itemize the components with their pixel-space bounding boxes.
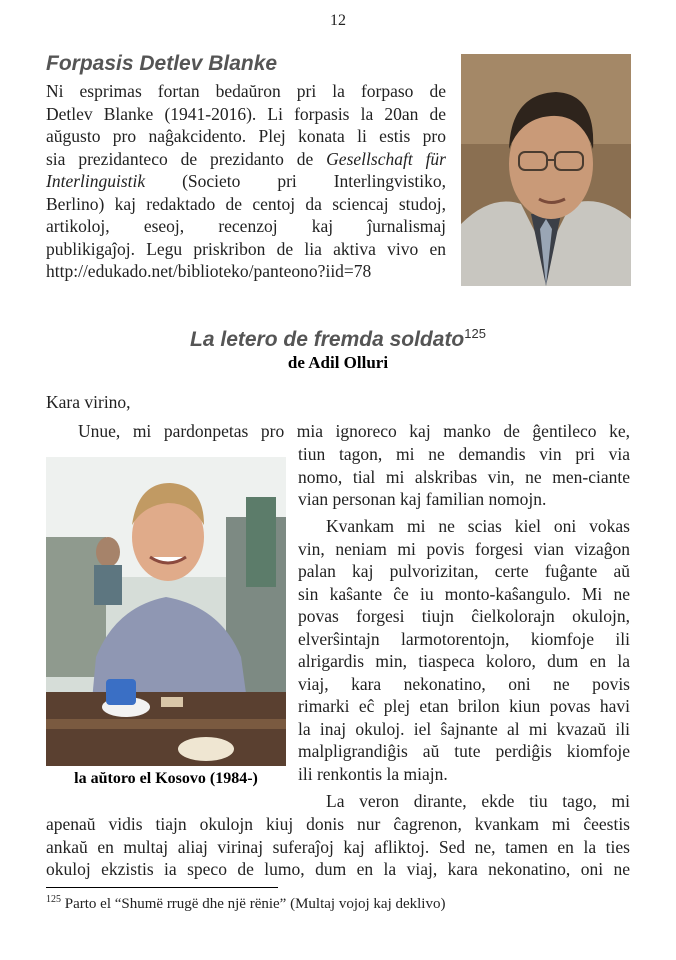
text-line: vian personan kaj familian nomojn. <box>298 489 547 509</box>
footnote-ref: 125 <box>464 326 486 341</box>
article-byline: de Adil Olluri <box>287 353 389 372</box>
greeting: Kara virino, <box>46 392 131 412</box>
page-number: 12 <box>330 12 346 29</box>
text-line: Kvankam mi ne scias kiel oni vokas <box>326 516 630 536</box>
text-line: palan kaj pulvorizitan, certe fuĝante aŭ <box>298 561 630 581</box>
text-line: Ni esprimas fortan bedaŭron pri la forpaso de <box>46 81 446 101</box>
text-line: ankaŭ en multaj aliaj virinaj suferaĵoj kaj afliktoj. Sed ne, tamen en la ties <box>46 836 630 857</box>
text-line: la inaj okuloj. iel ŝajnante al mi kvazaŭ ili <box>298 718 630 739</box>
text-line: artikoloj, eseoj, recenzoj kaj ĵurnalismaj <box>46 216 446 236</box>
paragraph-1-wrapped <box>298 443 630 511</box>
article-title: La letero de fremda soldato$^{125}$ <box>190 326 486 351</box>
text-line: alrigardis min, tiaspeca koloro, dum en la <box>298 651 630 671</box>
text-line: okuloj ekzistis ia speco de lumo, dum en la viaj, kara nekonatino, oni ne <box>46 859 630 879</box>
photo-caption: la aŭtoro el Kosovo (1984-) <box>74 770 258 787</box>
footnote-separator <box>46 887 278 888</box>
paragraph-1-first-line: Unue, mi pardonpetas pro mia ignoreco kaj manko de ĝentileco ke, <box>78 421 630 441</box>
paragraph-2 <box>298 515 630 785</box>
text-line: aŭgusto pro naĝakcidento. Plej konata li estis pro <box>46 126 446 146</box>
text-line: ili renkontis la miajn. <box>298 763 448 784</box>
society-name: Gesellschaft für <box>326 148 446 169</box>
text-line: Interlinguistik (Societo pri Interlingvistiko, <box>46 171 446 191</box>
text-line: rimarki eĉ plej etan brilon kiun povas havi <box>298 696 630 716</box>
text-line: elverŝintajn larmotorentojn, kiomfoje ili <box>298 628 630 649</box>
paragraph-3 <box>46 813 630 881</box>
footnote <box>46 894 445 913</box>
portrait-detlev-blanke <box>461 54 631 286</box>
text-line: tiun tagon, mi ne demandis vin pri via <box>298 444 630 464</box>
text-line: publikigaĵoj. Legu priskribon de lia aktiva vivo en <box>46 238 446 259</box>
footnote-text: Parto el “Shumë rrugë dhe një rënie” (Multaj vojoj kaj deklivo) <box>64 896 446 912</box>
text-line: vin, neniam mi povis forgesi vian vizaĝon <box>298 538 630 559</box>
url-line: http://edukado.net/biblioteko/panteono?iid=78 <box>46 261 372 281</box>
obituary-title: Forpasis Detlev Blanke <box>46 52 278 75</box>
text-line: sia prezidanteco de prezidanto de Gesellschaft für <box>46 148 446 169</box>
text-line: Berlino) kaj redaktado de centoj da sciencaj studoj, <box>46 193 446 214</box>
footnote-number: 125 <box>46 894 61 905</box>
text-line: viaj, kara nekonatino, oni ne povis <box>298 673 630 694</box>
text-line: nomo, tial mi alskribas vin, ne men-ciante <box>298 466 630 487</box>
paragraph-3-first-line: La veron dirante, ekde tiu tago, mi <box>326 791 630 811</box>
society-name-cont: Interlinguistik <box>46 171 146 191</box>
text-line: sin kaŝante ĉe iu monto-kaŝangulo. Mi ne <box>298 583 630 604</box>
obituary-text <box>46 80 446 283</box>
author-photo <box>46 457 286 766</box>
text-line: povas forgesi tiujn ĉielkolorajn okulojn, <box>298 606 630 626</box>
text-line: Detlev Blanke (1941-2016). Li forpasis la 20an de <box>46 103 446 124</box>
text-line: malpligrandiĝis aŭ tute perdiĝis kiomfoje <box>298 741 630 761</box>
text-line: apenaŭ vidis tiajn okulojn kiuj donis nur ĉagrenon, kvankam mi ĉeestis <box>46 814 630 834</box>
